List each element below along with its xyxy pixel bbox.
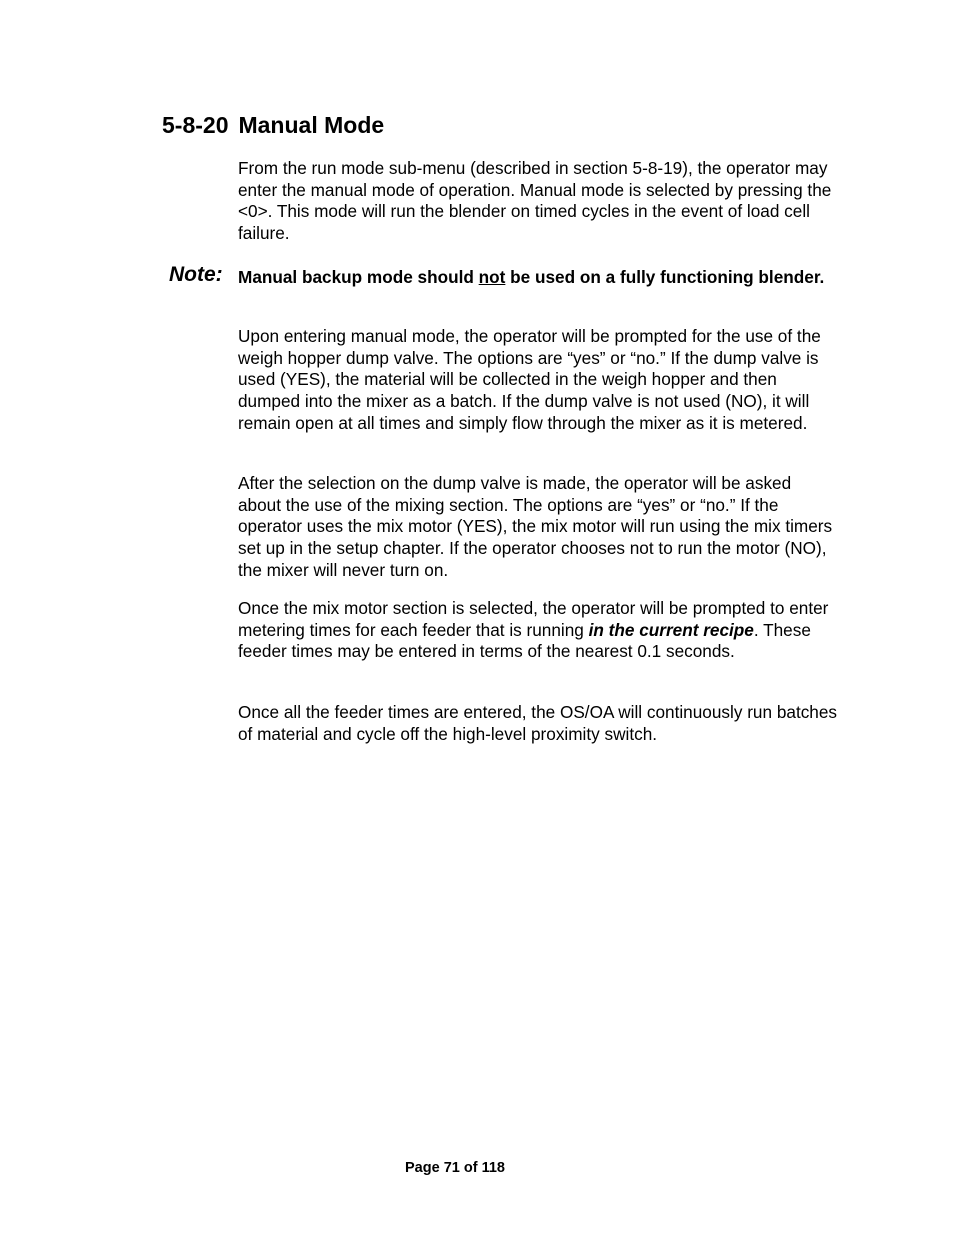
p4-before: Once the mix motor section is selected, the operator will be prompted to enter metering times for each feeder that is running: [238, 598, 829, 640]
paragraph-feeder-times: Once all the feeder times are entered, the OS/OA will continuously run batches of material and cycle off the high-level proximity switch.: [238, 702, 838, 744]
page-number: Page 71 of 118: [405, 1160, 505, 1176]
paragraph-dump-valve: Upon entering manual mode, the operator will be prompted for the use of the weigh hopper dump valve. The options are “yes” or “no.” If the dump valve is used (YES), the material will be collected in the weigh hopper and then dumped into the mixer as a batch. If the dump valve is not used (NO), it will remain open at all times and simply flow through the mixer as it is metered.: [238, 326, 821, 433]
note-text-before: Manual backup mode should: [238, 267, 479, 287]
p4-after: . These feeder times may be entered in terms of the nearest 0.1 seconds.: [238, 619, 811, 662]
note-text: [238, 266, 838, 288]
paragraph-metering-times: [238, 598, 838, 663]
note-text-after: be used on a fully functioning blender.: [505, 267, 825, 287]
paragraph-intro: From the run mode sub-menu (described in section 5-8-19), the operator may enter the manual mode of operation. Manual mode is selected by pressing the <0>. This mode will run the blender on timed cycles in the event of load cell failure.: [238, 158, 832, 244]
p4-emphasis: in the current recipe: [588, 619, 754, 640]
note-label: Note:: [169, 263, 223, 286]
paragraph-mixing-section: After the selection on the dump valve is made, the operator will be asked about the use of the mixing section. The options are “yes” or “no.” If the operator uses the mix motor (YES), the mix motor will run using the mix timers set up in the setup chapter. If the operator chooses not to run the motor (NO), the mixer will never turn on.: [238, 473, 833, 580]
section-title: Manual Mode: [238, 112, 385, 138]
section-number: 5-8-20: [162, 112, 229, 138]
note-underlined-word: not: [478, 267, 506, 287]
section-heading: [162, 112, 384, 139]
